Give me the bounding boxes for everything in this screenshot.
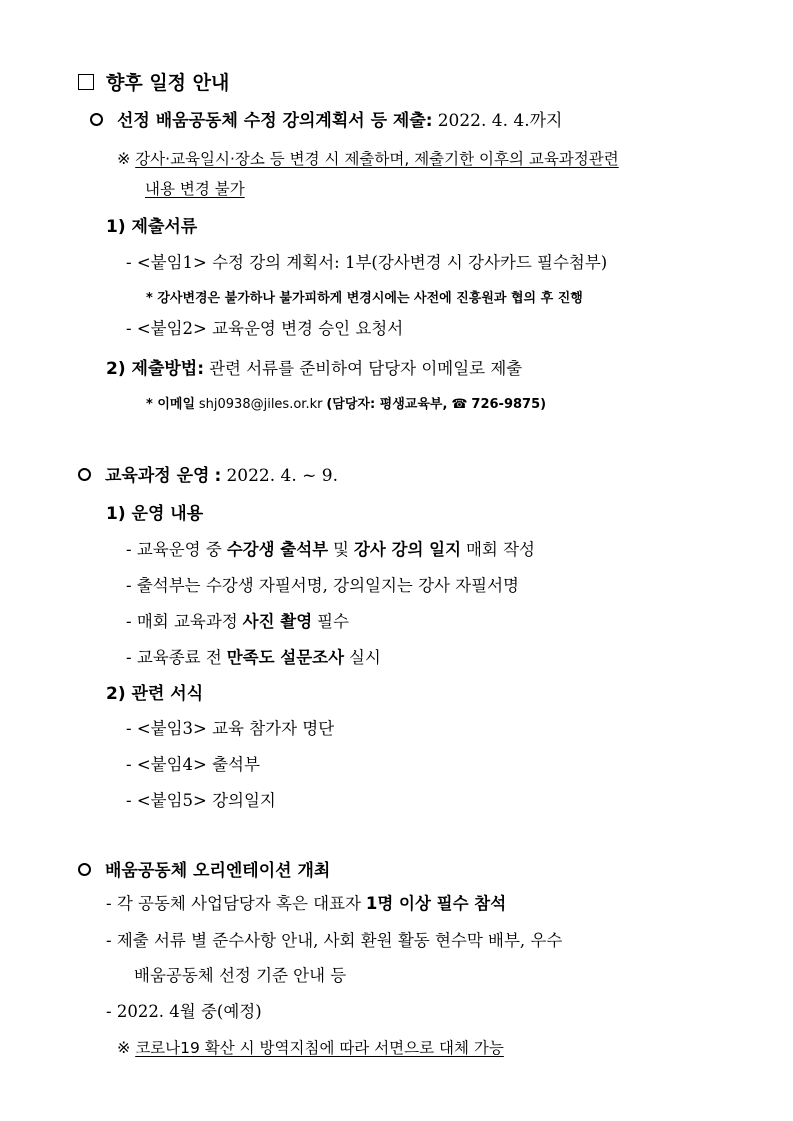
s2-heading-date: 2022. 4. ~ 9.: [226, 466, 339, 486]
s2-item3-a: - 매회 교육과정: [126, 612, 238, 631]
s1-heading-bold: 선정 배움공동체 수정 강의계획서 등 제출: [117, 111, 426, 131]
s2-heading: [78, 467, 338, 485]
s2-heading-colon: :: [214, 466, 222, 486]
s2-item4: [126, 650, 381, 667]
email-star: * 이메일: [146, 397, 195, 412]
s1-heading-date: 2022. 4. 4.까지: [437, 111, 563, 131]
s2-item1-d: 강사 강의 일지: [353, 540, 462, 559]
s1-sub2-title: 2) 제출방법:: [106, 359, 205, 379]
circle-bullet-icon: [78, 468, 91, 481]
s3-item1-b: 1명 이상 필수 참석: [365, 894, 507, 913]
s3-heading: [78, 862, 330, 880]
s2-item3-b: 사진 촬영: [242, 612, 313, 631]
email-address: shj0938@jiles.or.kr: [198, 397, 323, 412]
note-mark: ※: [117, 1038, 131, 1057]
section-title-text: 향후 일정 안내: [106, 72, 230, 94]
email-phone: 726-9875): [471, 397, 547, 412]
s3-item3: - 2022. 4월 중(예정): [106, 1002, 262, 1021]
s1-note-line1: [117, 151, 619, 168]
s3-heading-bold: 배움공동체 오리엔테이션 개최: [105, 861, 331, 881]
s1-sub1-title: 1) 제출서류: [106, 217, 198, 237]
s3-item1-a: - 각 공동체 사업담당자 혹은 대표자: [106, 894, 361, 913]
note-mark: ※: [117, 149, 131, 168]
s1-sub1-item1: - <붙임1> 수정 강의 계획서: 1부(강사변경 시 강사카드 필수첨부): [126, 253, 608, 272]
s1-sub2: [106, 360, 522, 378]
checkbox-square-icon: [78, 74, 94, 90]
section-title: [78, 74, 229, 93]
s3-item2-line1: - 제출 서류 별 준수사항 안내, 사회 환원 활동 현수막 배부, 우수: [106, 931, 563, 950]
s2-form1: - <붙임3> 교육 참가자 명단: [126, 719, 335, 738]
s1-sub1-item2: - <붙임2> 교육운영 변경 승인 요청서: [126, 319, 404, 338]
s3-item1: [106, 896, 506, 913]
phone-icon: ☎: [451, 397, 468, 412]
s2-item3: [126, 614, 349, 631]
s2-item1-e: 매회 작성: [465, 540, 535, 559]
s2-item3-c: 필수: [317, 612, 349, 631]
circle-bullet-icon: [90, 113, 103, 126]
s2-item1-a: - 교육운영 중: [126, 540, 222, 559]
s2-item4-a: - 교육종료 전: [126, 648, 222, 667]
s2-sub2-title: 2) 관련 서식: [106, 684, 204, 704]
s3-item2-line2: 배움공동체 선정 기준 안내 등: [134, 966, 347, 985]
s1-sub1-note: * 강사변경은 불가하나 불가피하게 변경시에는 사전에 진흥원과 협의 후 진행: [146, 291, 583, 306]
s2-item4-c: 실시: [348, 648, 381, 667]
s1-note-text1: 강사·교육일시·장소 등 변경 시 제출하며, 제출기한 이후의 교육과정관련: [135, 150, 619, 168]
s1-heading: [90, 112, 562, 130]
s3-note: [117, 1040, 504, 1057]
s2-item4-b: 만족도 설문조사: [226, 648, 345, 667]
s1-sub2-rest: 관련 서류를 준비하여 담당자 이메일로 제출: [209, 359, 523, 378]
circle-bullet-icon: [78, 863, 91, 876]
s3-note-text: 코로나19 확산 시 방역지침에 따라 서면으로 대체 가능: [135, 1039, 504, 1057]
s1-email-line: [146, 398, 546, 411]
s2-form2: - <붙임4> 출석부: [126, 755, 260, 774]
s2-item1: [126, 542, 535, 559]
s2-item1-b: 수강생 출석부: [226, 540, 329, 559]
s2-item1-c: 및: [333, 540, 349, 559]
s1-note-line2: 내용 변경 불가: [145, 180, 245, 198]
email-contact-label: (담당자: 평생교육부,: [326, 397, 448, 412]
s2-heading-bold: 교육과정 운영: [105, 466, 210, 486]
s2-sub1-title: 1) 운영 내용: [106, 504, 204, 524]
s2-item2: - 출석부는 수강생 자필서명, 강의일지는 강사 자필서명: [126, 576, 519, 595]
s1-heading-colon: :: [425, 111, 433, 131]
s2-form3: - <붙임5> 강의일지: [126, 791, 276, 810]
